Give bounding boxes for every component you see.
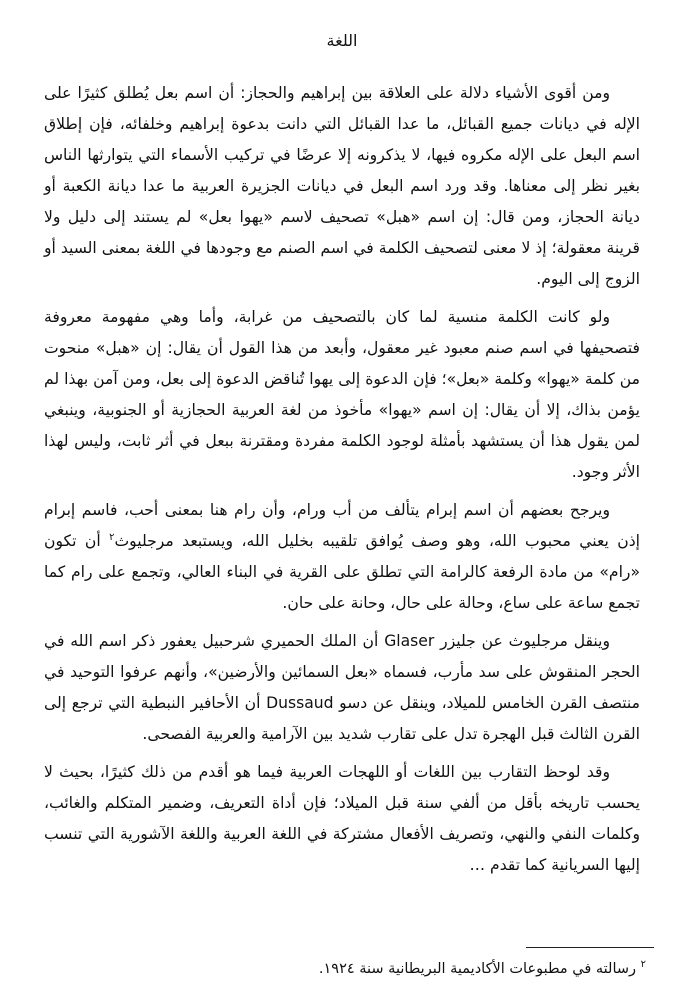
body-text [44,78,640,888]
paragraph-3 [44,495,640,619]
paragraph-3-part-1: ويرجح بعضهم أن اسم إبرام يتألف من أب ورام، وأن رام هنا بمعنى أحب، فاسم إبرام إذن يعني محبوب الله، وهو وصف يُوافق تلقيبه بخليل الله، ويستبعد مرجليوث [44,501,640,550]
paragraph-5: وقد لوحظ التقارب بين اللغات أو اللهجات العربية فيما هو أقدم من ذلك كثيرًا، بحيث لا يحسب تاريخه بأقل من ألفي سنة قبل الميلاد؛ فإن أداة التعريف، وضمير المتكلم والغائب، وكلمات النفي والنهي، وتصريف الأفعال مشتركة في اللغة العربية واللغة الآشورية التي تنسب إليها السريانية كما تقدم … [44,763,640,874]
paragraph-2: ولو كانت الكلمة منسية لما كان بالتصحيف من غرابة، وأما وهي مفهومة معروفة فتصحيفها في اسم صنم معبود غير معقول، وأبعد من هذا القول أن يقال: إن «هبل» منحوت من كلمة «يهوا» وكلمة «بعل»؛ فإن الدعوة إلى يهوا تُناقض الدعوة إلى بعل، ومن آمن بهذا لم يؤمن بذاك، إلا أن يقال: إن اسم «يهوا» مأخوذ من لغة العربية الحجازية أو الجنوبية، وينبغي لمن يقول هذا أن يستشهد بأمثلة لوجود الكلمة مفردة ومقترنة ببعل في أثر ثابت، وليس لهذا الأثر وجود. [44,308,640,481]
footnote-number: ٢ [640,959,646,971]
footnote-reference: ٢ [109,531,115,543]
paragraph-3-part-2: أن تكون «رام» من مادة الرفعة كالرامة التي تطلق على القرية في البناء العالي، وتجمع على رام كما تجمع ساعة على ساع، وحالة على حال، وحانة على حان. [44,532,640,612]
footnote [319,958,646,980]
footnote-divider [526,947,654,948]
paragraph-1: ومن أقوى الأشياء دلالة على العلاقة بين إبراهيم والحجاز: أن اسم بعل يُطلق كثيرًا على الإله في ديانات جميع القبائل، ما عدا القبائل التي دانت بدعوة إبراهيم وخلفائه، فإن إطلاق اسم البعل على الإله مكروه فيها، لا يذكرونه إلا عرضًا في تركيب الأسماء التي يتوارثها الناس بغير نظر إلى معناها. وقد ورد اسم البعل في ديانات الجزيرة العربية ما عدا ديانة الكعبة أو ديانة الحجاز، ومن قال: إن اسم «هبل» تصحيف لاسم «يهوا بعل» لم يستند إلى دليل ولا قرينة معقولة؛ إذ لا معنى لتصحيف الكلمة في اسم الصنم مع وجودها في اللغة بمعنى السيد أو الزوج إلى اليوم. [44,84,640,288]
footnote-text: رسالته في مطبوعات الأكاديمية البريطانية سنة ١٩٢٤. [318,961,637,977]
page-header-title: اللغة [326,31,358,50]
paragraph-4: وينقل مرجليوث عن جليزر Glaser أن الملك الحميري شرحبيل يعفور ذكر اسم الله في الحجر المنقوش على سد مأرب، فسماه «بعل السمائين والأرضين»، وأنهم عرفوا التوحيد في منتصف القرن الخامس للميلاد، وينقل عن دسو Dussaud أن الأحافير النبطية التي ترجع إلى القرن الثالث قبل الهجرة تدل على تقارب شديد بين الآرامية والعربية الفصحى. [44,632,640,743]
